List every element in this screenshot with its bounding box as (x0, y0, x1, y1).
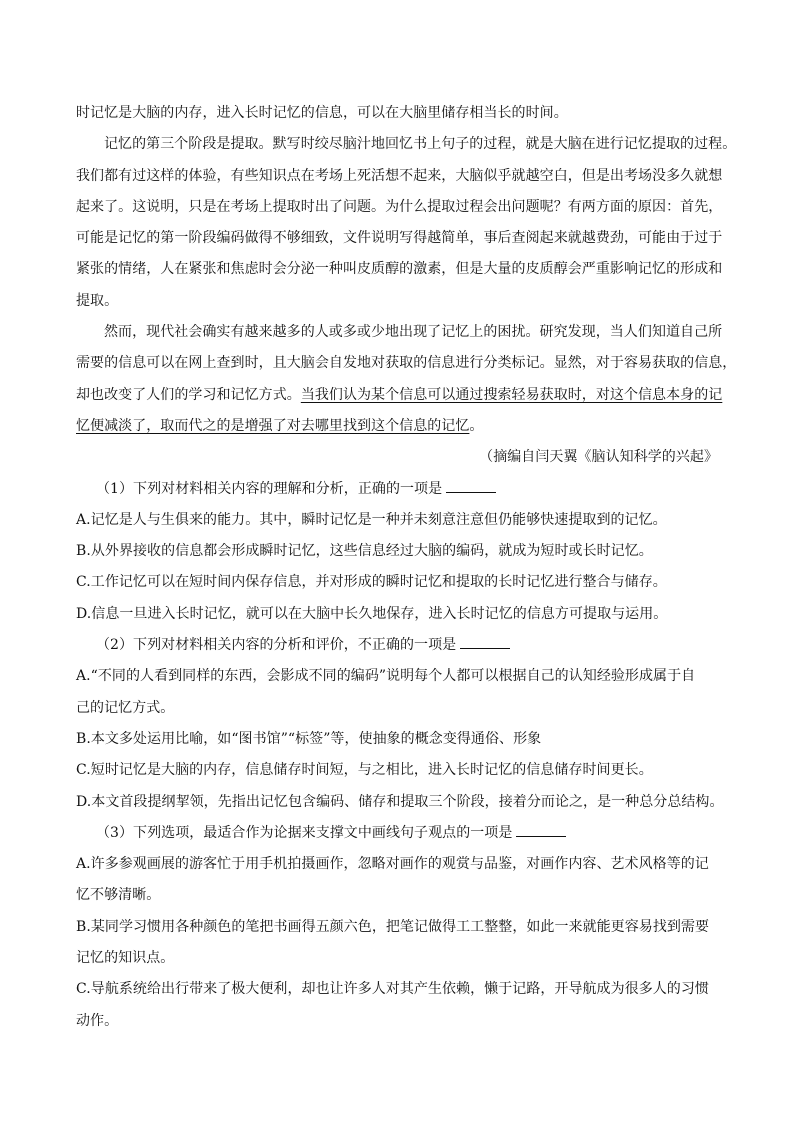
option-q1-a[interactable]: A.记忆是人与生俱来的能力。其中，瞬时记忆是一种并未刻意注意但仍能够快速提取到的记忆。 (76, 511, 667, 528)
option-q2-c[interactable]: C.短时记忆是大脑的内存，信息储存时间短，与之相比，进入长时记忆的信息储存时间更长。 (76, 762, 653, 779)
passage-text: 。 (469, 417, 484, 434)
passage-line: 需要的信息可以在网上查到时，且大脑会自发地对获取的信息进行分类标记。显然，对于容易获取的信息， (76, 355, 737, 372)
option-q2-a-cont[interactable]: 己的记忆方式。 (76, 699, 175, 716)
passage-line: 记忆的第三个阶段是提取。默写时绞尽脑汁地回忆书上句子的过程，就是大脑在进行记忆提取的过程。 (104, 136, 737, 153)
passage-line: 提取。 (76, 292, 119, 309)
passage-line (76, 380, 723, 411)
source-citation: （摘编自闫天翼《脑认知科学的兴起》 (479, 449, 718, 466)
passage-line: 时记忆是大脑的内存，进入长时记忆的信息，可以在大脑里储存相当长的时间。 (76, 105, 568, 121)
option-q1-d[interactable]: D.信息一旦进入长时记忆，就可以在大脑中长久地保存，进入长时记忆的信息方可提取与运用。 (76, 605, 668, 622)
passage-text: 却也改变了人们的学习和记忆方式。 (76, 386, 301, 403)
question-3-stem: （3）下列选项，最适合作为论据来支撑文中画线句子观点的一项是 (96, 824, 513, 841)
answer-blank[interactable] (516, 835, 566, 837)
option-q2-a[interactable]: A.“不同的人看到同样的东西，会影成不同的编码”说明每个人都可以根据自己的认知经验形成属于自 (76, 668, 696, 685)
passage-line: 我们都有过这样的体验，有些知识点在考场上死活想不起来，大脑似乎就越空白，但是出考场没多久就想 (76, 167, 723, 184)
option-q3-c-cont[interactable]: 动作。 (76, 1012, 119, 1029)
passage-line: 可能是记忆的第一阶段编码做得不够细致，文件说明写得越简单，事后查阅起来就越费劲，可能由于过于 (76, 230, 723, 247)
answer-blank[interactable] (460, 647, 510, 649)
underlined-sentence: 忆便减淡了，取而代之的是增强了对去哪里找到这个信息的记忆 (76, 417, 470, 434)
passage-line: 然而，现代社会确实有越来越多的人或多或少地出现了记忆上的困扰。研究发现，当人们知道自己所 (104, 324, 723, 341)
option-q2-d[interactable]: D.本文首段提纲挈领，先指出记忆包含编码、储存和提取三个阶段，接着分而论之，是一种总分总结构。 (76, 793, 724, 810)
option-q3-a[interactable]: A.许多参观画展的游客忙于用手机拍摄画作，忽略对画作的观赏与品鉴，对画作内容、艺术风格等的记 (76, 856, 709, 873)
passage-line: 紧张的情绪，人在紧张和焦虑时会分泌一种叫皮质醇的激素，但是大量的皮质醇会严重影响记忆的形成和 (76, 261, 723, 278)
underlined-sentence: 当我们认为某个信息可以通过搜索轻易获取时，对这个信息本身的记 (300, 386, 723, 403)
option-q2-b[interactable]: B.本文多处运用比喻，如“图书馆”“标签”等，使抽象的概念变得通俗、形象 (76, 730, 542, 747)
option-q1-b[interactable]: B.从外界接收的信息都会形成瞬时记忆，这些信息经过大脑的编码，就成为短时或长时记忆。 (76, 543, 653, 560)
answer-blank[interactable] (446, 491, 496, 493)
question-1-stem: （1）下列对材料相关内容的理解和分析，正确的一项是 (96, 480, 443, 497)
option-q3-c[interactable]: C.导航系统给出行带来了极大便利，却也让许多人对其产生依赖，懒于记路，开导航成为很多人的习惯 (76, 981, 709, 998)
passage-line (76, 411, 720, 442)
question-2-stem: （2）下列对材料相关内容的分析和评价，不正确的一项是 (96, 637, 457, 654)
question-stem (76, 474, 720, 505)
question-stem (76, 818, 720, 849)
option-q3-b[interactable]: B.某同学习惯用各种颜色的笔把书画得五颜六色，把笔记做得工工整整，如此一来就能更容易找到需要 (76, 918, 710, 935)
question-stem (76, 630, 720, 661)
passage-line: 起来了。这说明，只是在考场上提取时出了问题。为什么提取过程会出问题呢？有两方面的原因：首先， (76, 198, 723, 215)
option-q3-b-cont[interactable]: 记忆的知识点。 (76, 950, 175, 967)
option-q3-a-cont[interactable]: 忆不够清晰。 (76, 887, 161, 904)
option-q1-c[interactable]: C.工作记忆可以在短时间内保存信息，并对形成的瞬时记忆和提取的长时记忆进行整合与储存。 (76, 574, 667, 591)
